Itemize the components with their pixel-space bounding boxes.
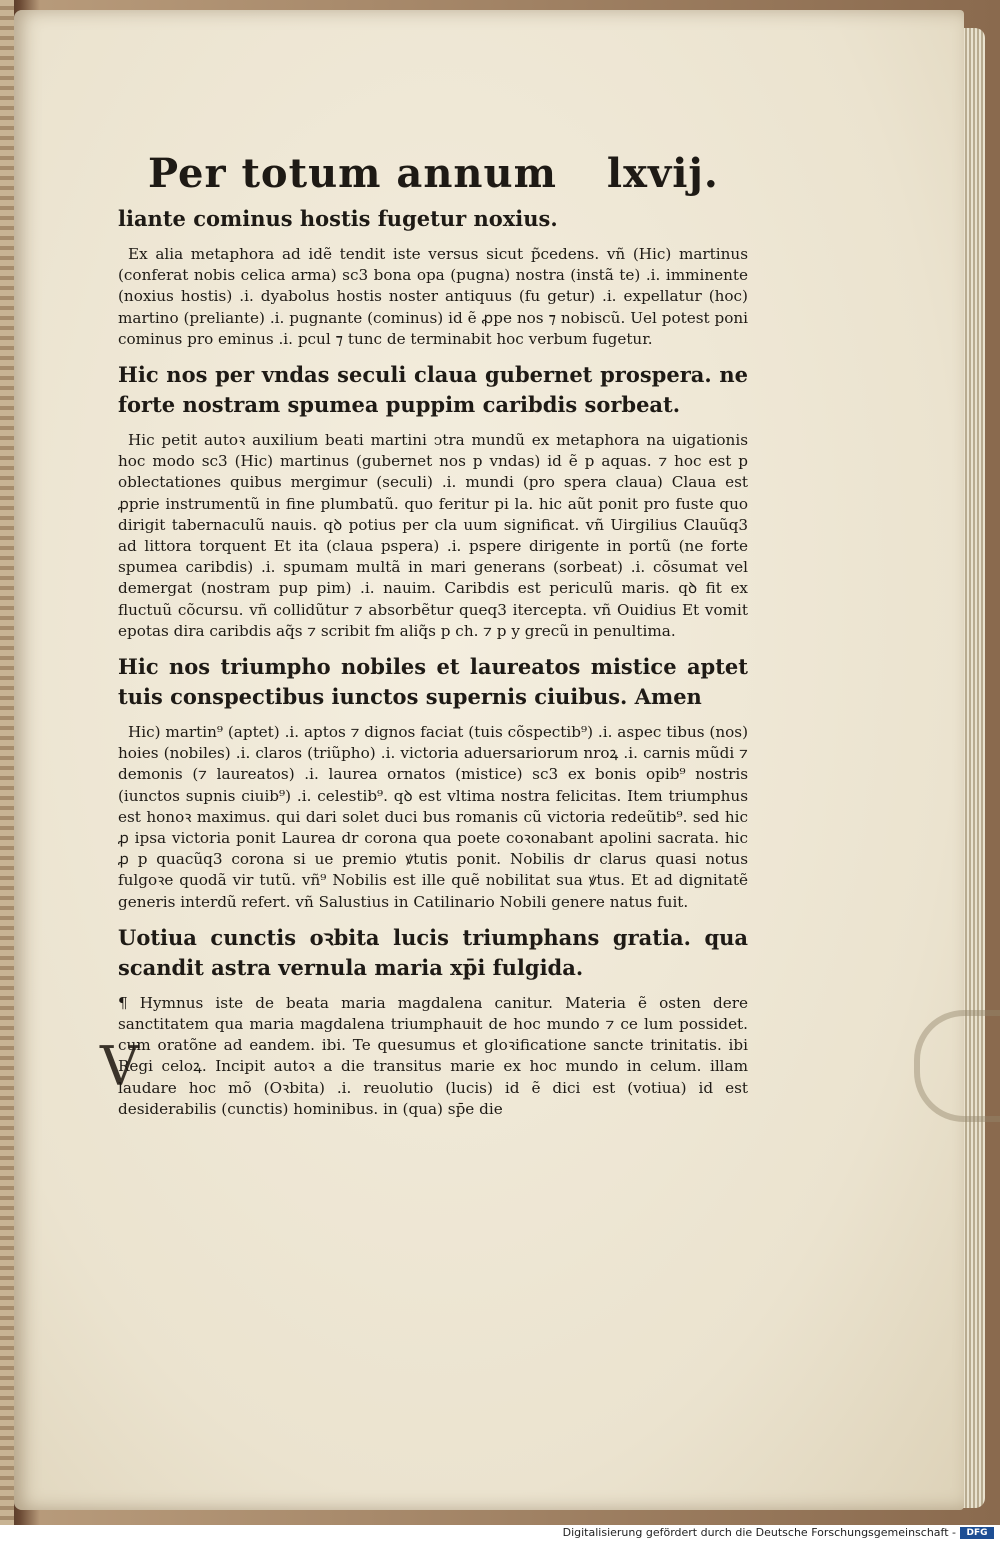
folio-number: lxvij. <box>606 150 719 197</box>
hymn-line: Hic nos per vndas seculi claua gubernet prospera. ne forte nostram spumea puppim caribdis sorbeat. <box>118 362 748 418</box>
binding-edge <box>0 0 14 1525</box>
commentary-paragraph: Hic) martin⁹ (aptet) .i. aptos ⁊ dignos faciat (tuis cõspectib⁹) .i. aspec tibus (nos) hoies (nobiles) .i. claros (triũpho) .i. victoria aduersariorum nroꝝ .i. carnis mũdi ⁊ demonis (⁊ laureatos) .i. laurea ornatos (mistice) sc3 ex bonis opib⁹ nostris (iunctos supnis ciuib⁹) .i. celestib⁹. qꝺ est vltima nostra felicitas. Item triumphus est honoꝛ maximus. qui dari solet duci bus romanis cũ victoria redeũtib⁹. sed hic ꝓ ipsa victoria ponit Laurea dr corona qua poete coꝛonabant apolini sacrata. hic ꝓ p quacũq3 corona si ue premio ꝟtutis ponit. Nobilis dr clarus quasi notus fulgoꝛe quodã vir tutũ. vñ⁹ Nobilis est ille quẽ nobilitat sua ꝟtus. Et ad dignitatẽ generis interdũ refert. vñ Salustius in Catilinario Nobili genere natus fuit. <box>118 723 748 911</box>
running-head-title: Per totum annum <box>148 150 557 197</box>
running-head <box>148 150 748 198</box>
commentary-paragraph: ¶ Hymnus iste de beata maria magdalena canitur. Materia ẽ osten dere sanctitatem qua maria magdalena triumphauit de hoc mundo ⁊ ce lum possidet. cum oratõne ad eandem. ibi. Te quesumus et gloꝛificatione sancte trinitatis. ibi Regi celoꝝ. Incipit autoꝛ a die transitus marie ex hoc mundo in celum. illam laudare hoc mõ (Oꝛbita) .i. reuolutio (lucis) id ẽ dici est (votiua) id est desiderabilis (cunctis) hominibus. in (qua) sp̄e die <box>118 993 748 1118</box>
margin-mark: V <box>100 1035 139 1098</box>
hymn-line: Hic nos triumpho nobiles et laureatos mistice aptet tuis conspectibus iunctos supernis ciuibus. Amen <box>118 654 748 710</box>
footer-bar <box>0 1525 1000 1542</box>
dfg-logo: DFG <box>960 1527 994 1539</box>
page-text <box>118 150 748 1130</box>
funding-credit: Digitalisierung gefördert durch die Deutsche Forschungsgemeinschaft - <box>562 1526 956 1539</box>
commentary-paragraph: Ex alia metaphora ad idẽ tendit iste versus sicut p̃cedens. vñ (Hic) martinus (conferat nobis celica arma) sc3 bona opa (pugna) nostra (instã te) .i. imminente (noxius hostis) .i. dyabolus hostis noster antiquus (fu getur) .i. expellatur (hoc) martino (preliante) .i. pugnante (cominus) id ẽ ꝓpe nos ⁊ nobiscũ. Uel potest poni cominus pro eminus .i. pcul ⁊ tunc de terminabit hoc verbum fugetur. <box>118 245 748 348</box>
hymn-line: Uotiua cunctis oꝛbita lucis triumphans gratia. qua scandit astra vernula maria xp̄i fulgida. <box>118 924 748 980</box>
commentary-paragraph: Hic petit autoꝛ auxilium beati martini ↄtra mundũ ex metaphora na uigationis hoc modo sc3 (Hic) martinus (gubernet nos p vndas) id ẽ p aquas. ⁊ hoc est p oblectationes quibus mergimur (seculi) .i. mundi (pro spera claua) Claua est ꝓprie instrumentũ in fine plumbatũ. quo feritur pi la. hic aũt ponit pro fuste quo dirigit tabernaculũ nauis. qꝺ potius per cla uum significat. vñ Uirgilius Clauũq3 ad littora torquent Et ita (claua pspera) .i. pspere dirigente in portũ (ne forte spumea caribdis) .i. spumam multã in mari generans (sorbeat) .i. cõsumat vel demergat (nostram pup pim) .i. nauim. Caribdis est periculũ maris. qꝺ fit ex fluctuũ cõcursu. vñ collidũtur ⁊ absorbẽtur queq3 itercepta. vñ Ouidius Et vomit epotas dira caribdis aq̃s ⁊ scribit fm aliq̃s p ch. ⁊ p y grecũ in penultima. <box>118 431 748 640</box>
hymn-line: liante cominus hostis fugetur noxius. <box>118 206 558 231</box>
clip-impression <box>914 1010 1000 1122</box>
